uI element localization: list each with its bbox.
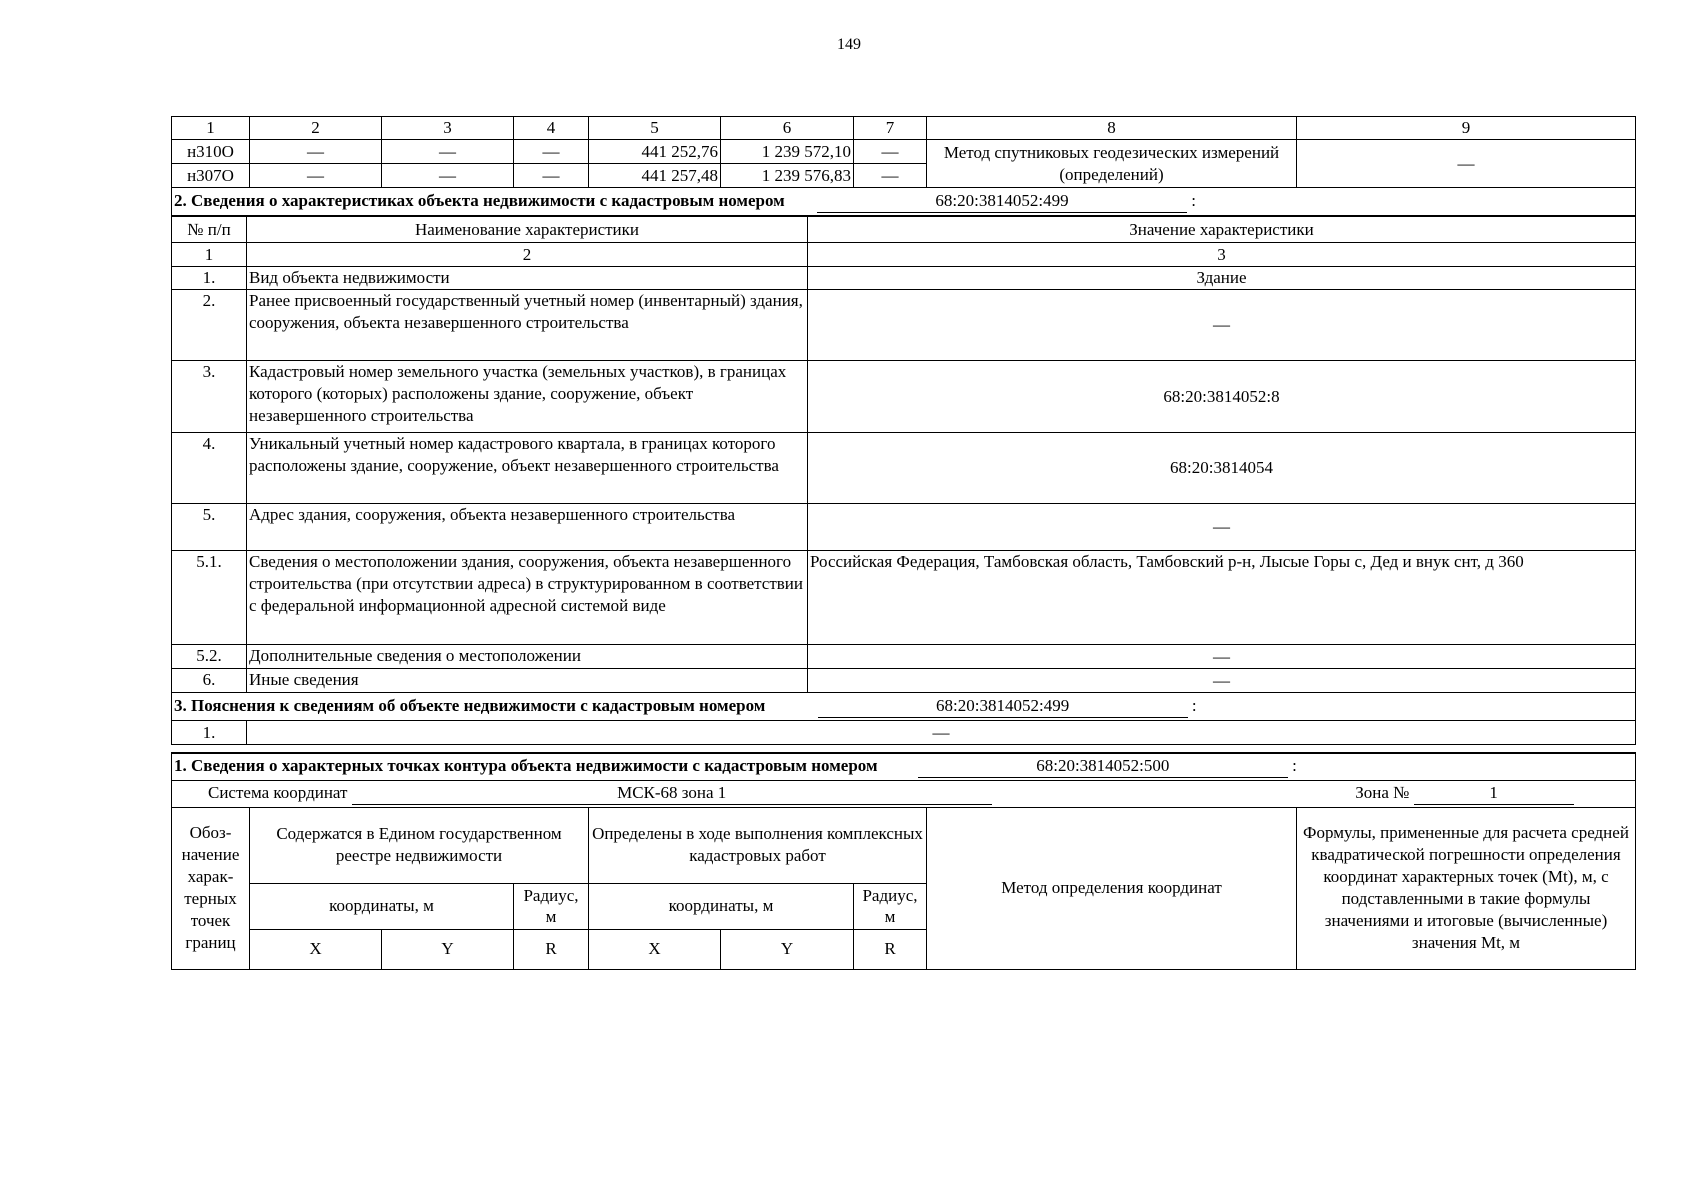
row-name: Вид объекта недвижимости [247, 267, 808, 290]
cell: — [250, 164, 382, 188]
address-value: Российская Федерация, Тамбовская область, Тамбовский р-н, Лысые Горы с, Дед и внук снт, д 360 [808, 551, 1636, 645]
row-number: 5.1. [172, 551, 247, 645]
col-index: 5 [589, 117, 721, 140]
cadastral-number: 68:20:3814052:499 [817, 190, 1187, 213]
coord-system-label: Система координат [208, 783, 348, 802]
col-index: 6 [721, 117, 854, 140]
row-name: Ранее присвоенный государственный учетный номер (инвентарный) здания, сооружения, объекта незавершенного строительства [247, 290, 808, 361]
section-title-row [172, 188, 1636, 216]
row-name: Сведения о местоположении здания, сооружения, объекта незавершенного строительства (при отсутствии адреса) в структурированном в соответствии с федеральной информационной адресной системой виде [247, 551, 808, 645]
row-value: — [808, 645, 1636, 669]
cell: — [514, 164, 589, 188]
method-cell: Метод спутниковых геодезических измерений (определений) [927, 140, 1297, 188]
column-index-row [172, 117, 1636, 140]
table-row [172, 267, 1636, 290]
header-coords: координаты, м [589, 883, 854, 929]
header-coords: координаты, м [250, 883, 514, 929]
header-designation: Обоз- начение харак- терных точек границ [172, 807, 250, 969]
row-number: 1. [172, 721, 247, 745]
row-number: 1. [172, 267, 247, 290]
table-row [172, 645, 1636, 669]
coord-x: 441 252,76 [589, 140, 721, 164]
header-value: Значение характеристики [808, 217, 1636, 243]
col-index: 3 [382, 117, 514, 140]
section-title-text: 1. Сведения о характерных точках контура объекта недвижимости с кадастровым номером [174, 756, 878, 776]
row-name: Адрес здания, сооружения, объекта незавершенного строительства [247, 504, 808, 551]
section-title-row [172, 753, 1636, 780]
section-title-text: 3. Пояснения к сведениям об объекте недвижимости с кадастровым номером [174, 696, 766, 715]
row-value: — [808, 504, 1636, 551]
header-x: X [250, 929, 382, 969]
table-row [172, 433, 1636, 504]
colon: : [1292, 756, 1297, 776]
row-number: 2. [172, 290, 247, 361]
table-row [172, 669, 1636, 693]
row-value: 68:20:3814054 [808, 433, 1636, 504]
characteristics-table [171, 216, 1636, 745]
header-radius: Радиус, м [854, 883, 927, 929]
row-value: 68:20:3814052:8 [808, 361, 1636, 433]
cell: — [382, 140, 514, 164]
row-number: 6. [172, 669, 247, 693]
col-index: 9 [1297, 117, 1636, 140]
cell: — [382, 164, 514, 188]
cadastral-main-table [171, 116, 1636, 216]
section-title-text: 2. Сведения о характеристиках объекта недвижимости с кадастровым номером [174, 191, 785, 210]
col-index: 4 [514, 117, 589, 140]
header-method: Метод определения координат [927, 807, 1297, 969]
section-3-title [172, 693, 1636, 721]
header-r: R [854, 929, 927, 969]
table-row [172, 551, 1636, 645]
point-designation: н310О [172, 140, 250, 164]
row-number: 4. [172, 433, 247, 504]
row-value: Здание [808, 267, 1636, 290]
cell: — [854, 164, 927, 188]
row-number: 3. [172, 361, 247, 433]
section-2-title [172, 188, 1636, 216]
coord-system-value: МСК-68 зона 1 [352, 782, 992, 805]
row-number: 5. [172, 504, 247, 551]
col-index: 8 [927, 117, 1297, 140]
table-row [172, 140, 1636, 164]
row-number: 5.2. [172, 645, 247, 669]
col-index: 2 [250, 117, 382, 140]
table-row [172, 721, 1636, 745]
row-value: — [808, 290, 1636, 361]
colon: : [1191, 696, 1197, 715]
row-value: — [247, 721, 1636, 745]
colon: : [1191, 191, 1196, 210]
col-index: 1 [172, 243, 247, 267]
col-index: 7 [854, 117, 927, 140]
row-name: Иные сведения [247, 669, 808, 693]
coord-system-cell [172, 780, 1636, 807]
col-index: 3 [808, 243, 1636, 267]
table-row [172, 504, 1636, 551]
col-index: 1 [172, 117, 250, 140]
header-num: № п/п [172, 217, 247, 243]
section-1-title [172, 753, 1636, 780]
coord-system-row [172, 780, 1636, 807]
header-x: X [589, 929, 721, 969]
row-value: — [808, 669, 1636, 693]
cell: — [854, 140, 927, 164]
section-title-row [172, 693, 1636, 721]
index-row [172, 243, 1636, 267]
header-complex: Определены в ходе выполнения комплексных кадастровых работ [589, 807, 927, 883]
header-y: Y [721, 929, 854, 969]
header-name: Наименование характеристики [247, 217, 808, 243]
cadastral-number: 68:20:3814052:499 [818, 695, 1188, 718]
zone-value: 1 [1414, 782, 1574, 805]
col-index: 2 [247, 243, 808, 267]
cell: — [1297, 140, 1636, 188]
header-row [172, 807, 1636, 883]
row-name: Уникальный учетный номер кадастрового квартала, в границах которого расположены здание, сооружение, объект незавершенного строительства [247, 433, 808, 504]
header-egrn: Содержатся в Едином государственном реестре недвижимости [250, 807, 589, 883]
row-name: Кадастровый номер земельного участка (земельных участков), в границах которого (которых) расположены здание, сооружение, объект незавершенного строительства [247, 361, 808, 433]
row-name: Дополнительные сведения о местоположении [247, 645, 808, 669]
header-r: R [514, 929, 589, 969]
header-formulas: Формулы, примененные для расчета средней квадратической погрешности определения координат характерных точек (Mt), м, с подставленными в такие формулы значениями и итоговые (вычисленные) значения Mt, м [1297, 807, 1636, 969]
contour-points-table [171, 752, 1636, 970]
point-designation: н307О [172, 164, 250, 188]
page-number: 149 [837, 36, 861, 53]
header-row [172, 217, 1636, 243]
cell: — [514, 140, 589, 164]
coord-x: 441 257,48 [589, 164, 721, 188]
header-y: Y [382, 929, 514, 969]
table-row [172, 361, 1636, 433]
cadastral-number: 68:20:3814052:500 [918, 755, 1288, 778]
header-radius: Радиус, м [514, 883, 589, 929]
table-row [172, 290, 1636, 361]
coord-y: 1 239 576,83 [721, 164, 854, 188]
zone-label: Зона № [1355, 783, 1410, 802]
coord-y: 1 239 572,10 [721, 140, 854, 164]
cell: — [250, 140, 382, 164]
